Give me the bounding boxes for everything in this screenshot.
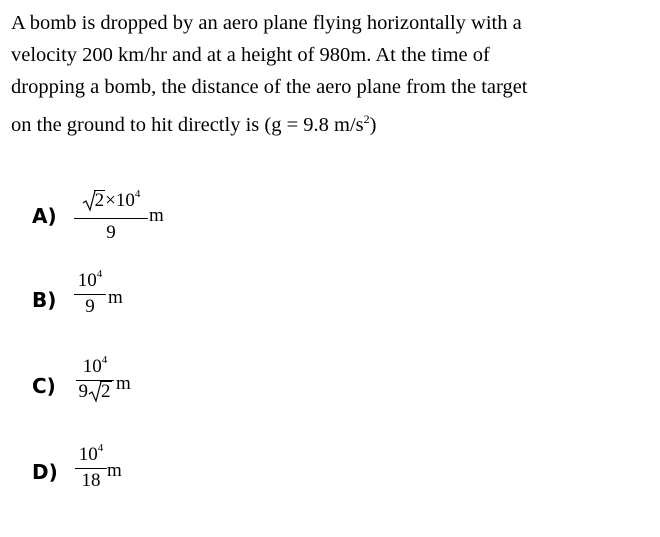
option-a-label: A) xyxy=(32,204,57,228)
question-line-4: on the ground to hit directly is (g = 9.8 $m/s^2$) xyxy=(11,112,377,136)
option-d-unit: m xyxy=(107,460,122,481)
option-a-unit: m xyxy=(149,205,164,226)
question-line-3: dropping a bomb, the distance of the aero plane from the target xyxy=(11,76,528,98)
option-d-numerator: $10^4$ xyxy=(78,442,104,465)
option-d-denominator: 18 xyxy=(81,470,101,491)
option-c-label: C) xyxy=(32,374,56,398)
option-a-fraction xyxy=(74,190,148,244)
option-b-unit: m xyxy=(108,287,123,308)
option-b[interactable] xyxy=(32,270,332,340)
fraction-bar xyxy=(74,294,106,295)
option-b-fraction xyxy=(74,270,106,318)
option-c-fraction xyxy=(76,356,114,403)
question-line-1: A bomb is dropped by an aero plane flying horizontally with a xyxy=(11,12,522,34)
option-d[interactable] xyxy=(32,444,332,514)
option-a-numerator: $2\times 10^4$ xyxy=(74,190,148,216)
option-c-unit: m xyxy=(116,373,131,394)
option-d-label: D) xyxy=(32,460,58,484)
fraction-bar xyxy=(75,468,107,469)
option-b-numerator: $10^4$ xyxy=(77,268,103,291)
option-b-denominator: 9 xyxy=(85,296,95,317)
option-c-numerator: $10^4$ xyxy=(82,354,108,377)
question-text xyxy=(11,7,651,141)
fraction-bar xyxy=(74,218,148,219)
option-d-fraction xyxy=(75,444,107,492)
question-line-2: velocity 200 km/hr and at a height of 980m. At the time of xyxy=(11,44,490,66)
option-b-label: B) xyxy=(32,288,57,312)
sqrt-sign: 2 xyxy=(82,190,106,212)
option-a-denominator: 9 xyxy=(106,222,116,243)
option-a[interactable] xyxy=(32,190,332,260)
option-c-denominator: 9 2 xyxy=(78,381,111,402)
option-c[interactable] xyxy=(32,356,332,426)
sqrt-sign: 2 xyxy=(88,381,112,403)
